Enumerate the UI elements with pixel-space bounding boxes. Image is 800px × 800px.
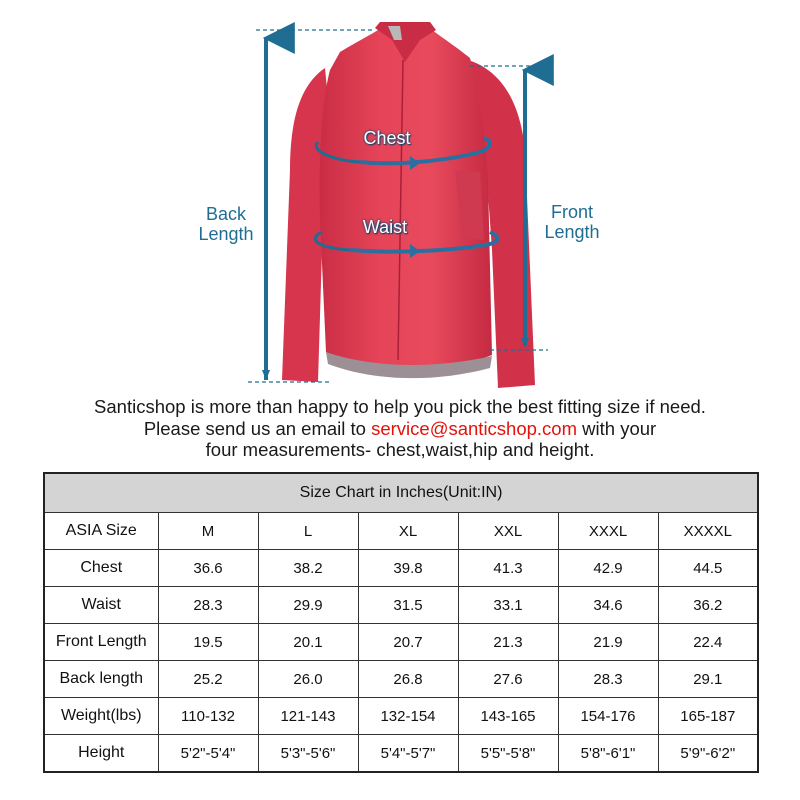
table-cell: 33.1 [458, 587, 558, 624]
size-chart-caption-row [44, 473, 758, 513]
size-chart-header-row [44, 513, 758, 550]
table-cell: 5'2"-5'4" [158, 735, 258, 773]
jersey-measurement-figure [0, 0, 800, 392]
message-line-2-suffix: with your [577, 417, 657, 439]
table-cell: 31.5 [358, 587, 458, 624]
table-row [44, 587, 758, 624]
chest-label: Chest [363, 128, 411, 148]
table-row [44, 550, 758, 587]
row-label: Height [44, 735, 158, 773]
table-cell: 5'8"-6'1" [558, 735, 658, 773]
table-cell: 20.1 [258, 624, 358, 661]
size-header-cell: L [258, 513, 358, 550]
table-cell: 110-132 [158, 698, 258, 735]
size-header-cell: XXL [458, 513, 558, 550]
table-cell: 34.6 [558, 587, 658, 624]
table-row [44, 698, 758, 735]
table-cell: 38.2 [258, 550, 358, 587]
table-cell: 25.2 [158, 661, 258, 698]
table-cell: 26.0 [258, 661, 358, 698]
back-length-label-line1: Back [205, 204, 247, 224]
table-cell: 28.3 [158, 587, 258, 624]
size-header-label: ASIA Size [44, 513, 158, 550]
row-label: Weight(lbs) [44, 698, 158, 735]
front-length-label-line2: Length [544, 222, 600, 242]
table-row [44, 735, 758, 773]
table-cell: 36.2 [658, 587, 758, 624]
back-length-label [186, 204, 266, 244]
table-cell: 28.3 [558, 661, 658, 698]
size-chart-body [44, 513, 758, 773]
row-label: Front Length [44, 624, 158, 661]
table-cell: 42.9 [558, 550, 658, 587]
size-chart-table [43, 472, 759, 773]
table-cell: 20.7 [358, 624, 458, 661]
table-cell: 143-165 [458, 698, 558, 735]
front-length-label-line1: Front [550, 202, 593, 222]
size-chart-caption: Size Chart in Inches(Unit:IN) [44, 473, 758, 513]
table-cell: 29.1 [658, 661, 758, 698]
table-cell: 26.8 [358, 661, 458, 698]
table-cell: 5'3"-5'6" [258, 735, 358, 773]
size-header-cell: XXXXL [658, 513, 758, 550]
table-cell: 29.9 [258, 587, 358, 624]
message-line-2 [0, 418, 800, 440]
table-cell: 44.5 [658, 550, 758, 587]
table-cell: 165-187 [658, 698, 758, 735]
size-header-cell: XL [358, 513, 458, 550]
table-cell: 36.6 [158, 550, 258, 587]
fit-help-message [0, 396, 800, 461]
size-header-cell: XXXL [558, 513, 658, 550]
table-cell: 5'5"-5'8" [458, 735, 558, 773]
table-cell: 27.6 [458, 661, 558, 698]
table-cell: 154-176 [558, 698, 658, 735]
message-line-2-prefix: Please send us an email to [143, 417, 372, 439]
row-label: Chest [44, 550, 158, 587]
message-line-1: Santicshop is more than happy to help you pick the best fitting size if need. [94, 396, 706, 417]
size-header-cell: M [158, 513, 258, 550]
table-cell: 121-143 [258, 698, 358, 735]
row-label: Back length [44, 661, 158, 698]
table-cell: 41.3 [458, 550, 558, 587]
table-row [44, 661, 758, 698]
table-cell: 21.3 [458, 624, 558, 661]
waist-label: Waist [362, 217, 408, 237]
table-cell: 22.4 [658, 624, 758, 661]
row-label: Waist [44, 587, 158, 624]
support-email-link[interactable]: service@santicshop.com [371, 417, 578, 439]
table-cell: 5'9"-6'2" [658, 735, 758, 773]
table-cell: 19.5 [158, 624, 258, 661]
table-row [44, 624, 758, 661]
table-cell: 132-154 [358, 698, 458, 735]
message-line-3: four measurements- chest,waist,hip and height. [205, 439, 595, 460]
table-cell: 21.9 [558, 624, 658, 661]
table-cell: 5'4"-5'7" [358, 735, 458, 773]
front-length-label [532, 202, 612, 242]
jersey-illustration [0, 0, 800, 392]
back-length-label-line2: Length [198, 224, 254, 244]
table-cell: 39.8 [358, 550, 458, 587]
